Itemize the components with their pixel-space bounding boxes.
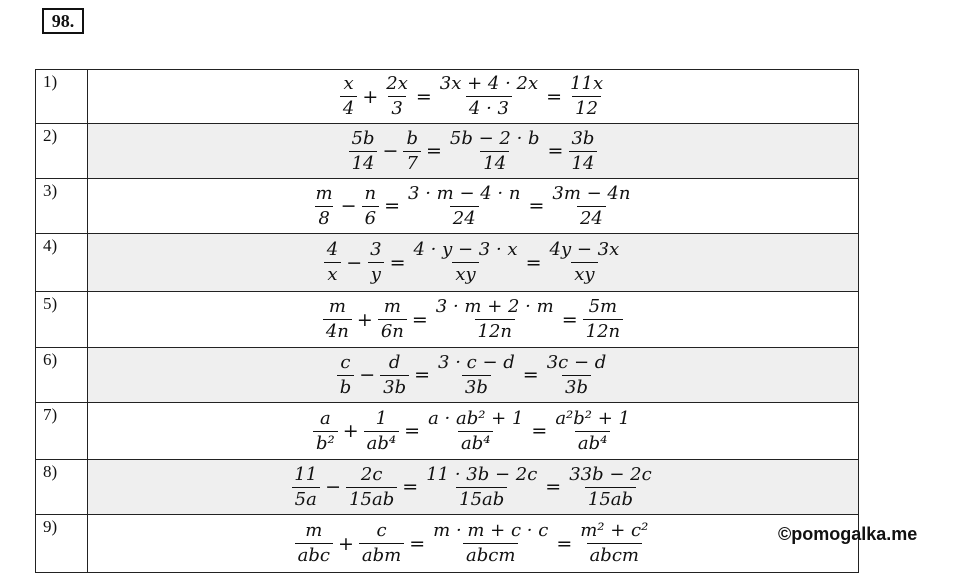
fraction xyxy=(567,73,606,120)
equation-cell xyxy=(88,124,859,179)
denominator: 4 xyxy=(340,96,357,120)
fraction xyxy=(323,296,352,343)
fraction xyxy=(552,408,633,455)
fraction xyxy=(313,183,336,230)
numerator: 3m − 4n xyxy=(552,182,631,204)
table-row xyxy=(36,515,859,573)
denominator: 3b xyxy=(380,375,409,399)
operator: + xyxy=(337,532,354,555)
equation-cell xyxy=(88,234,859,292)
operator: = xyxy=(404,420,421,442)
numerator: a · ab² + 1 xyxy=(428,407,524,429)
equation xyxy=(347,128,600,175)
fraction xyxy=(313,408,338,455)
numerator: 4 · y − 3 · x xyxy=(413,239,518,260)
row-label: 6) xyxy=(36,348,88,403)
denominator: 3b xyxy=(462,375,491,399)
equation-cell xyxy=(88,70,859,124)
operator: = xyxy=(561,308,578,331)
denominator: xy xyxy=(452,262,478,286)
operator: + xyxy=(356,308,373,331)
fraction xyxy=(359,520,404,567)
fraction xyxy=(403,128,421,175)
denominator: 12 xyxy=(572,96,601,120)
solution-table xyxy=(35,69,859,573)
denominator: abcm xyxy=(463,543,518,567)
row-label: 2) xyxy=(36,124,88,179)
numerator: a²b² + 1 xyxy=(555,407,630,429)
fraction xyxy=(291,464,320,511)
fraction xyxy=(340,73,357,120)
numerator: 33b − 2c xyxy=(569,463,652,485)
row-label: 9) xyxy=(36,515,88,573)
numerator: m · m + c · c xyxy=(433,520,549,541)
operator: = xyxy=(556,532,573,555)
equation xyxy=(321,296,625,343)
numerator: 4 xyxy=(326,239,339,260)
table-row xyxy=(36,70,859,124)
fraction xyxy=(447,128,543,175)
operator: = xyxy=(531,420,548,442)
table-row xyxy=(36,179,859,234)
denominator: 15ab xyxy=(346,487,397,511)
denominator: b xyxy=(337,375,355,399)
fraction xyxy=(547,239,623,286)
numerator: d xyxy=(388,351,401,373)
watermark: ©pomogalka.me xyxy=(778,524,918,544)
numerator: 2x xyxy=(386,73,408,94)
equation xyxy=(311,183,636,230)
numerator: m xyxy=(383,296,401,317)
operator: = xyxy=(546,85,563,108)
denominator: 24 xyxy=(577,206,606,230)
numerator: 3 · c − d xyxy=(438,351,515,373)
operator: − xyxy=(359,364,376,386)
operator: = xyxy=(522,364,539,386)
numerator: 3 · m + 2 · m xyxy=(435,296,554,317)
denominator: abc xyxy=(295,543,333,567)
numerator: 2c xyxy=(360,463,383,485)
row-label: 5) xyxy=(36,292,88,348)
table-row xyxy=(36,292,859,348)
table-row xyxy=(36,348,859,403)
numerator: 3c − d xyxy=(546,351,607,373)
equation xyxy=(338,73,608,120)
operator: = xyxy=(545,476,562,498)
operator: − xyxy=(340,195,357,217)
row-label: 4) xyxy=(36,234,88,292)
numerator: 1 xyxy=(375,407,388,429)
numerator: 5b xyxy=(351,127,375,149)
fraction xyxy=(364,408,399,455)
fraction xyxy=(337,352,355,399)
fraction xyxy=(423,464,540,511)
numerator: c xyxy=(376,520,387,541)
numerator: 11 xyxy=(294,463,318,485)
numerator: 5b − 2 · b xyxy=(449,127,540,149)
denominator: 3b xyxy=(562,375,591,399)
denominator: 24 xyxy=(450,206,479,230)
denominator: b² xyxy=(313,431,338,455)
numerator: a xyxy=(319,407,331,429)
operator: = xyxy=(409,532,426,555)
operator: = xyxy=(384,195,401,217)
operator: = xyxy=(414,364,431,386)
row-label: 7) xyxy=(36,403,88,460)
operator: = xyxy=(547,140,564,162)
numerator: 3b xyxy=(571,127,595,149)
table-row xyxy=(36,460,859,515)
denominator: ab⁴ xyxy=(575,431,610,455)
table-row xyxy=(36,124,859,179)
fraction xyxy=(380,352,409,399)
fraction xyxy=(324,239,341,286)
equation-cell xyxy=(88,348,859,403)
equation xyxy=(293,520,654,567)
fraction xyxy=(295,520,333,567)
fraction xyxy=(435,352,518,399)
fraction xyxy=(566,464,655,511)
numerator: 11 · 3b − 2c xyxy=(426,463,538,485)
numerator: 3 · m − 4 · n xyxy=(408,182,521,204)
equation xyxy=(311,408,635,455)
numerator: 4y − 3x xyxy=(549,239,620,260)
operator: − xyxy=(325,476,342,498)
operator: − xyxy=(382,140,399,162)
operator: = xyxy=(402,476,419,498)
numerator: x xyxy=(343,73,354,94)
row-label: 3) xyxy=(36,179,88,234)
fraction xyxy=(549,183,633,230)
numerator: 5m xyxy=(588,296,618,317)
denominator: ab⁴ xyxy=(458,431,493,455)
numerator: b xyxy=(406,127,418,149)
denominator: xy xyxy=(571,262,597,286)
equation-cell xyxy=(88,179,859,234)
fraction xyxy=(367,239,384,286)
fraction xyxy=(346,464,397,511)
numerator: m² + c² xyxy=(580,520,649,541)
numerator: 3x + 4 · 2x xyxy=(439,73,539,94)
equation-cell xyxy=(88,292,859,348)
fraction xyxy=(378,296,407,343)
numerator: 11x xyxy=(570,73,604,94)
operator: − xyxy=(346,251,363,274)
numerator: m xyxy=(305,520,323,541)
operator: + xyxy=(342,420,359,442)
equation-cell xyxy=(88,403,859,460)
denominator: 5a xyxy=(292,487,320,511)
denominator: 4n xyxy=(323,319,352,343)
equation-cell xyxy=(88,460,859,515)
fraction xyxy=(349,128,378,175)
equation xyxy=(322,239,625,286)
denominator: abcm xyxy=(587,543,642,567)
fraction xyxy=(383,73,411,120)
fraction xyxy=(583,296,624,343)
table-row xyxy=(36,403,859,460)
denominator: abm xyxy=(359,543,404,567)
numerator: n xyxy=(364,182,377,204)
row-label: 1) xyxy=(36,70,88,124)
fraction xyxy=(425,408,526,455)
fraction xyxy=(410,239,520,286)
fraction xyxy=(568,128,597,175)
operator: = xyxy=(415,85,432,108)
denominator: 15ab xyxy=(585,487,636,511)
denominator: 12n xyxy=(583,319,624,343)
numerator: m xyxy=(328,296,346,317)
problem-number: 98. xyxy=(42,8,84,34)
equation xyxy=(335,352,612,399)
denominator: 8 xyxy=(315,206,332,230)
denominator: 14 xyxy=(569,151,598,175)
fraction xyxy=(433,296,557,343)
numerator: 3 xyxy=(370,239,382,260)
denominator: 7 xyxy=(403,151,420,175)
denominator: 4 · 3 xyxy=(466,96,512,120)
numerator: m xyxy=(315,182,333,204)
operator: = xyxy=(425,140,442,162)
denominator: ab⁴ xyxy=(364,431,399,455)
operator: + xyxy=(362,85,379,108)
denominator: 3 xyxy=(388,96,405,120)
denominator: 14 xyxy=(480,151,509,175)
denominator: x xyxy=(324,262,340,286)
fraction xyxy=(405,183,523,230)
denominator: 15ab xyxy=(456,487,507,511)
fraction xyxy=(362,183,380,230)
denominator: y xyxy=(368,262,384,286)
fraction xyxy=(577,520,651,567)
equation xyxy=(289,464,656,511)
denominator: 12n xyxy=(475,319,516,343)
operator: = xyxy=(411,308,428,331)
fraction xyxy=(437,73,541,120)
fraction xyxy=(430,520,551,567)
table-row xyxy=(36,234,859,292)
denominator: 6n xyxy=(378,319,407,343)
denominator: 14 xyxy=(349,151,378,175)
operator: = xyxy=(525,251,542,274)
row-label: 8) xyxy=(36,460,88,515)
operator: = xyxy=(389,251,406,274)
equation-cell xyxy=(88,515,859,573)
numerator: c xyxy=(340,351,351,373)
denominator: 6 xyxy=(362,206,379,230)
operator: = xyxy=(528,195,545,217)
fraction xyxy=(544,352,610,399)
